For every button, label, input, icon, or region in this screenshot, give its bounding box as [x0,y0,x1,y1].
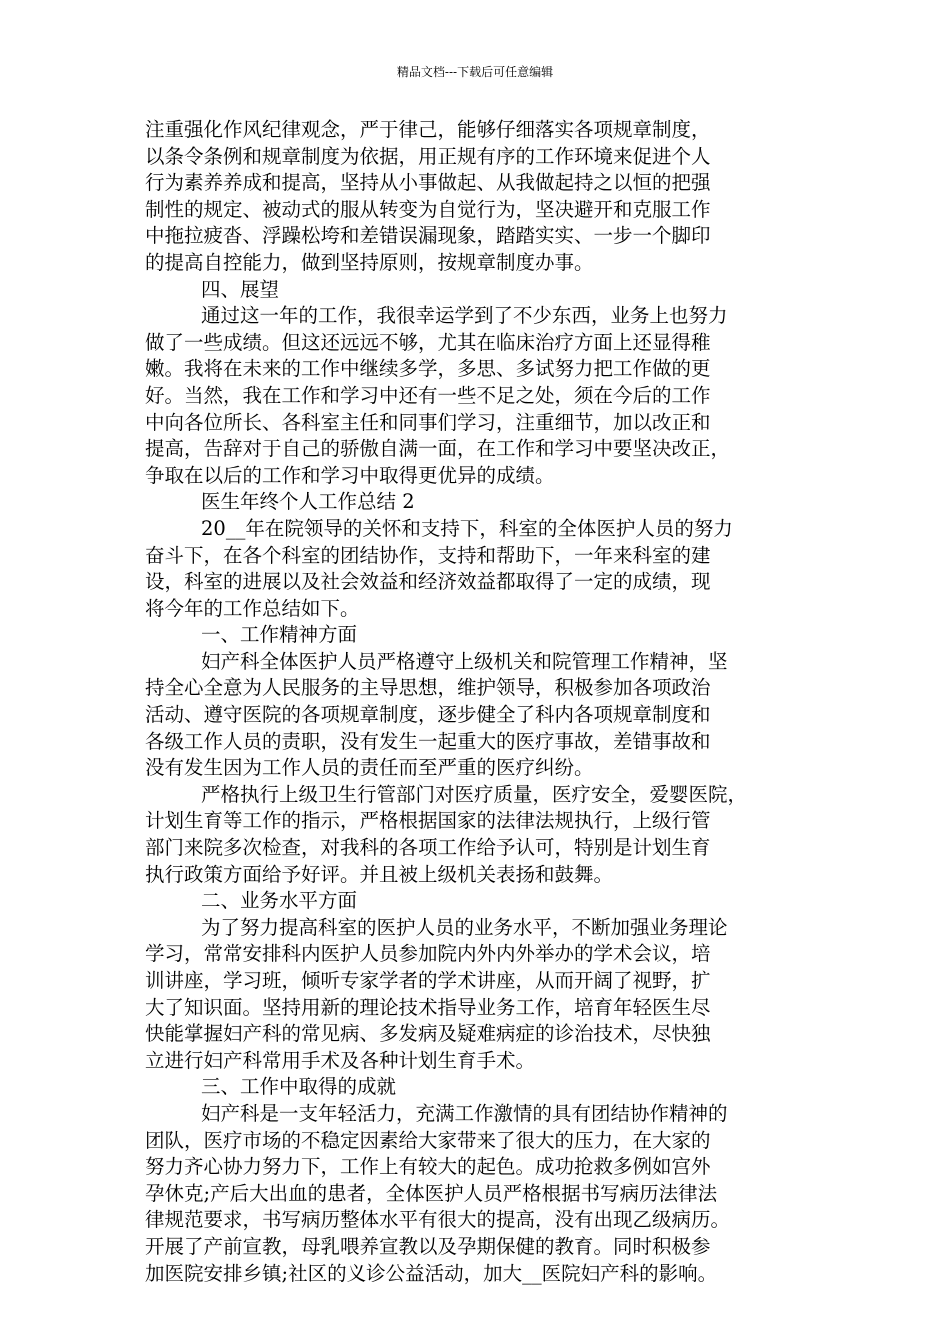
text-line: 妇产科是一支年轻活力，充满工作激情的具有团结协作精神的 [201,1101,728,1125]
text-line: 嫩。我将在未来的工作中继续多学，多思、多试努力把工作做的更 [145,357,711,381]
text-line: 通过这一年的工作，我很幸运学到了不少东西，业务上也努力 [201,304,728,328]
text-line: 没有发生因为工作人员的责任而至严重的医疗纠纷。 [145,756,594,780]
text-line: 的提高自控能力，做到坚持原则，按规章制度办事。 [145,250,594,274]
text-line: 中向各位所长、各科室主任和同事们学习，注重细节，加以改正和 [145,410,711,434]
text-line: 好。当然，我在工作和学习中还有一些不足之处，须在今后的工作 [145,383,711,407]
text-line: 设，科室的进展以及社会效益和经济效益都取得了一定的成绩，现 [145,570,711,594]
text-line: 大了知识面。坚持用新的理论技术指导业务工作，培育年轻医生尽 [145,995,711,1019]
text-line: 为了努力提高科室的医护人员的业务水平，不断加强业务理论 [201,915,728,939]
text-line: 中拖拉疲沓、浮躁松垮和差错误漏现象，踏踏实实、一步一个脚印 [145,224,711,248]
text-line: 立进行妇产科常用手术及各种计划生育手术。 [145,1048,536,1072]
text-line: 执行政策方面给予好评。并且被上级机关表扬和鼓舞。 [145,862,614,886]
text-line: 将今年的工作总结如下。 [145,596,360,620]
text-line: 律规范要求，书写病历整体水平有很大的提高，没有出现乙级病历。 [145,1208,731,1232]
page-header [0,64,950,80]
text-line: 20__年在院领导的关怀和支持下，科室的全体医护人员的努力 [201,516,733,540]
text-line: 持全心全意为人民服务的主导思想，维护领导，积极参加各项政治 [145,676,711,700]
text-line: 奋斗下，在各个科室的团结协作，支持和帮助下，一年来科室的建 [145,543,711,567]
text-line: 团队，医疗市场的不稳定因素给大家带来了很大的压力，在大家的 [145,1128,711,1152]
text-line: 制性的规定、被动式的服从转变为自觉行为，坚决避开和克服工作 [145,197,711,221]
text-line: 开展了产前宣教，母乳喂养宣教以及孕期保健的教育。同时积极参 [145,1234,711,1258]
text-line: 计划生育等工作的指示，严格根据国家的法律法规执行，上级行管 [145,809,711,833]
text-line: 活动、遵守医院的各项规章制度，逐步健全了科内各项规章制度和 [145,703,711,727]
text-line: 努力齐心协力努力下，工作上有较大的起色。成功抢救多例如宫外 [145,1155,711,1179]
text-line: 医生年终个人工作总结 2 [201,490,415,514]
text-line: 注重强化作风纪律观念，严于律己，能够仔细落实各项规章制度， [145,118,711,141]
text-line: 各级工作人员的责职，没有发生一起重大的医疗事故，差错事故和 [145,729,711,753]
text-line: 行为素养养成和提高，坚持从小事做起、从我做起持之以恒的把强 [145,171,711,195]
text-line: 快能掌握妇产科的常见病、多发病及疑难病症的诊治技术，尽快独 [145,1022,711,1046]
text-line: 提高，告辞对于自己的骄傲自满一面，在工作和学习中要坚决改正， [145,437,731,461]
text-line: 部门来院多次检查，对我科的各项工作给予认可，特别是计划生育 [145,836,711,860]
text-line: 二、业务水平方面 [201,889,358,913]
document-body [145,117,825,1287]
text-line: 训讲座，学习班，倾听专家学者的学术讲座，从而开阔了视野，扩 [145,969,711,992]
text-line: 争取在以后的工作和学习中取得更优异的成绩。 [145,463,555,487]
text-line: 孕休克;产后大出血的患者，全体医护人员严格根据书写病历法律法 [145,1181,718,1205]
text-line: 三、工作中取得的成就 [201,1075,397,1099]
text-line: 四、展望 [201,277,280,301]
text-line: 严格执行上级卫生行管部门对医疗质量，医疗安全，爱婴医院， [201,782,748,806]
text-line: 一、工作精神方面 [201,623,358,647]
text-line: 学习，常常安排科内医护人员参加院内外内外举办的学术会议，培 [145,942,711,966]
text-line: 妇产科全体医护人员严格遵守上级机关和院管理工作精神，坚 [201,649,728,673]
text-line: 做了一些成绩。但这还远远不够，尤其在临床治疗方面上还显得稚 [145,330,711,354]
text-line: 加医院安排乡镇;社区的义诊公益活动，加大__医院妇产科的影响。 [145,1261,718,1285]
text-line: 以条令条例和规章制度为依据，用正规有序的工作环境来促进个人 [145,144,711,168]
header-text: 精品文档---下载后可任意编辑 [396,65,554,79]
